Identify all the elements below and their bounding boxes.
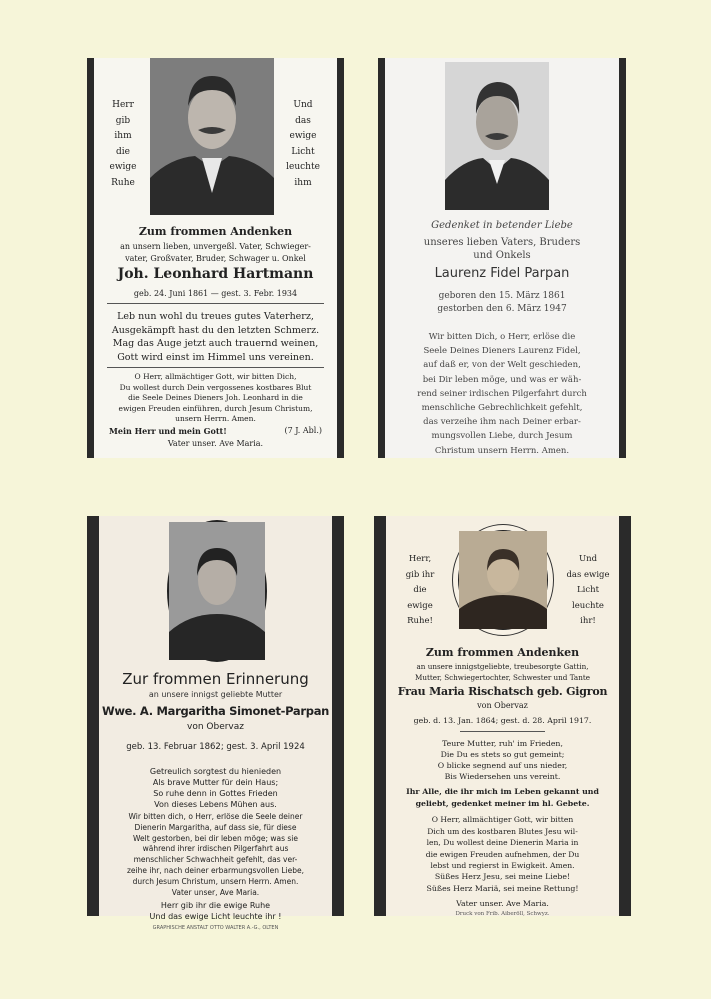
prayer (374, 814, 631, 872)
poem-line: O blicke segnend auf uns nieder, (437, 761, 568, 770)
death-date: gestorben den 6. März 1947 (437, 304, 567, 314)
dedication-line: unseres lieben Vaters, Bruders (423, 237, 581, 248)
prayer-line: die Seele Deines Dieners Joh. Leonhard in die (128, 393, 303, 402)
portrait-photo (445, 62, 549, 210)
poem-line: Mag das Auge jetzt auch trauernd weinen, (112, 338, 319, 349)
prayer-line: Seele Deines Dieners Laurenz Fidel, (423, 346, 581, 357)
poem-line: Getreulich sorgtest du hienieden (149, 767, 282, 776)
dedication-line: vater, Großvater, Bruder, Schwager u. Onkel (125, 253, 306, 263)
dedication-line: Mutter, Schwiegertochter, Schwester und Tante (414, 672, 590, 682)
poem-line: Gott wird einst im Himmel uns vereinen. (117, 351, 314, 363)
man-portrait-icon (445, 62, 549, 210)
poem-line: Als brave Mutter für dein Haus; (152, 778, 279, 787)
dedication-line: an unsere innigstgeliebte, treubesorgte Gattin, (416, 662, 589, 671)
poem-line: Leb nun wohl du treues gutes Vaterherz, (117, 311, 314, 322)
prayer-line: bei Dir leben möge, und was er wäh- (422, 374, 582, 385)
invocations (374, 871, 631, 894)
printer-credit: GRAPHISCHE ANSTALT OTTO WALTER A.-G., OLTEN (152, 925, 279, 931)
verse-line: ewige (289, 131, 317, 141)
prayer-line: während ihrer irdischen Pilgerfahrt aus (142, 844, 289, 854)
woman-portrait-icon (459, 531, 547, 629)
card-heading: Gedenket in betender Liebe (431, 220, 573, 231)
verse-line: gib (115, 115, 131, 126)
poem-line: Ausgekämpft hast du den letzten Schmerz. (111, 324, 320, 336)
poem-line: Die Du es stets so gut gemeint; (440, 750, 565, 759)
verse-line: die (116, 146, 130, 157)
left-verse (101, 98, 145, 191)
card-heading: Zur frommen Erinnerung (122, 670, 309, 688)
poem (87, 766, 344, 810)
verse-line: das (295, 115, 311, 126)
card-heading: Zum frommen Andenken (425, 646, 580, 659)
prayer-line: len, Du wollest deine Dienerin Maria in (426, 838, 579, 848)
prayer-line: das verzeihe ihm nach Deiner erbar- (423, 417, 581, 428)
dedication-line: und Onkels (473, 250, 531, 261)
life-dates: geb. 24. Juni 1861 — gest. 3. Febr. 1934 (133, 289, 298, 298)
prayer-line: mungsvollen Liebe, durch Jesum (431, 431, 573, 442)
memorial-card-rischatsch (374, 516, 631, 916)
dedication: an unsere innigst geliebte Mutter (148, 690, 283, 699)
left-verse (392, 552, 448, 630)
card-heading: Zum frommen Andenken (138, 225, 293, 238)
poem-line: So ruhe denn in Gottes Frieden (153, 789, 278, 798)
dedication (374, 662, 631, 683)
verse-line: ewige (407, 600, 433, 611)
prayer-line: rend seiner irdischen Pilgerfahrt durch (417, 388, 587, 399)
deceased-name: Laurenz Fidel Parpan (434, 266, 570, 281)
prayer-line: unsern Herrn. Amen. (175, 414, 256, 423)
prayer-line: auf daß er, von der Welt geschieden, (423, 360, 581, 371)
prayer-line: Welt gestorben, bei dir leben möge; was sie (133, 833, 298, 843)
right-verse (558, 552, 618, 630)
closing-prayer: Vater unser. Ave Maria. (456, 899, 549, 908)
verse-line: Und (293, 100, 313, 110)
life-dates: geb. 13. Februar 1862; gest. 3. April 1924 (126, 742, 305, 752)
closing-prayer: Vater unser. Ave Maria. (167, 439, 264, 448)
verse-line: Herr, (408, 554, 432, 564)
poem-line: Bis Wiedersehen uns vereint. (444, 772, 561, 781)
verse-line: ihr! (580, 616, 596, 626)
verse-line: Herr (112, 100, 134, 110)
divider (107, 367, 324, 368)
verse-line: Ruhe! (407, 616, 433, 626)
invocation-line: Süßes Herz Mariä, sei meine Rettung! (426, 883, 579, 893)
prayer-line: O Herr, allmächtiger Gott, wir bitten Dich, (134, 372, 297, 381)
oval-portrait (167, 520, 267, 662)
oval-portrait (458, 530, 548, 630)
verse-line: Licht (576, 585, 599, 595)
portrait-photo (150, 58, 274, 215)
woman-portrait-icon (169, 522, 265, 660)
origin: von Obervaz (477, 701, 528, 710)
verse-line: Und (578, 554, 598, 564)
life-dates: geb. d. 13. Jan. 1864; gest. d. 28. April 1917. (413, 716, 592, 725)
prayer-line: Vater unser, Ave Maria. (171, 887, 260, 897)
verse-line: ihm (114, 131, 132, 141)
prayer-line: Wir bitten dich, o Herr, erlöse die Seele deiner (128, 812, 303, 821)
prayer-line: ewigen Freuden einführen, durch Jesum Christum, (118, 403, 313, 413)
memorial-card-hartmann (87, 58, 344, 458)
right-verse (281, 98, 325, 191)
prayer-line: Christum unsern Herrn. Amen. (434, 445, 570, 456)
poem (87, 310, 344, 364)
prayer-line: menschlicher Schwachheit gefehlt, das ver- (133, 855, 298, 865)
prayer-line: lebst und regierst in Ewigkeit. Amen. (430, 861, 575, 871)
prayer-line: Dienerin Margaritha, auf dass sie, für diese (134, 822, 297, 832)
indulgence-note: (7 J. Abl.) (284, 426, 322, 435)
dedication (378, 236, 626, 262)
closing-invocation: Mein Herr und mein Gott! (109, 426, 227, 436)
prayer-line: die ewigen Freuden aufnehmen, der Du (425, 849, 580, 859)
memorial-card-simonet-parpan (87, 516, 344, 931)
verse-line: ihm (294, 177, 312, 188)
prayer-line: Dich um des kostbaren Blutes Jesu wil- (427, 826, 578, 836)
prayer-line: menschliche Gebrechlichkeit gefehlt, (421, 403, 583, 414)
prayer-line: Wir bitten Dich, o Herr, erlöse die (428, 332, 576, 342)
prayer-line: O Herr, allmächtiger Gott, wir bitten (431, 815, 574, 824)
prayer (87, 372, 344, 425)
verse-line: leuchte (572, 600, 604, 611)
verse-line: Ruhe (111, 177, 135, 188)
verse-line: ewige (109, 162, 137, 172)
prayer-line: Du wollest durch Dein vergossenes kostbares Blut (119, 382, 312, 392)
verse-line: die (413, 585, 427, 595)
dedication (87, 241, 344, 264)
dedication-line: an unsern lieben, unvergeßl. Vater, Schwieger- (120, 242, 311, 251)
printer-credit: Druck von Frib. Aiberöll, Schwyz. (455, 911, 550, 917)
divider (460, 731, 545, 732)
invocation-line: Süßes Herz Jesu, sei meine Liebe! (434, 872, 571, 881)
poem-line: Teure Mutter, ruh' im Frieden, (442, 739, 563, 748)
appeal-line: geliebt, gedenket meiner im hl. Gebete. (415, 798, 590, 808)
deceased-name: Frau Maria Rischatsch geb. Gigron (397, 685, 608, 698)
deceased-name: Joh. Leonhard Hartmann (117, 266, 314, 282)
appeal-line: Ihr Alle, die ihr mich im Leben gekannt und (406, 787, 599, 796)
verse-line: leuchte (286, 162, 320, 172)
verse-line: Licht (291, 146, 315, 157)
divider (107, 303, 324, 304)
birth-date: geboren den 15. März 1861 (438, 291, 566, 301)
poem (374, 738, 631, 782)
man-portrait-icon (150, 58, 274, 215)
prayer (87, 812, 344, 898)
prayer-line: zeihe ihr, nach deiner erbarmungsvollen Liebe, (126, 865, 305, 875)
prayer-line: durch Jesum Christum, unsern Herrn. Amen. (132, 876, 299, 886)
appeal (374, 786, 631, 809)
verse-line: das ewige (566, 569, 610, 580)
verse-line: gib ihr (405, 569, 435, 580)
deceased-name: Wwe. A. Margaritha Simonet-Parpan (101, 704, 330, 718)
closing-line: Und das ewige Licht leuchte ihr ! (149, 912, 282, 921)
origin: von Obervaz (187, 722, 244, 732)
poem-line: Von dieses Lebens Mühen aus. (154, 800, 277, 809)
prayer (378, 330, 626, 458)
closing-line: Herr gib ihr die ewige Ruhe (160, 901, 271, 910)
closing-prayer (87, 900, 344, 922)
memorial-card-parpan (378, 58, 626, 458)
